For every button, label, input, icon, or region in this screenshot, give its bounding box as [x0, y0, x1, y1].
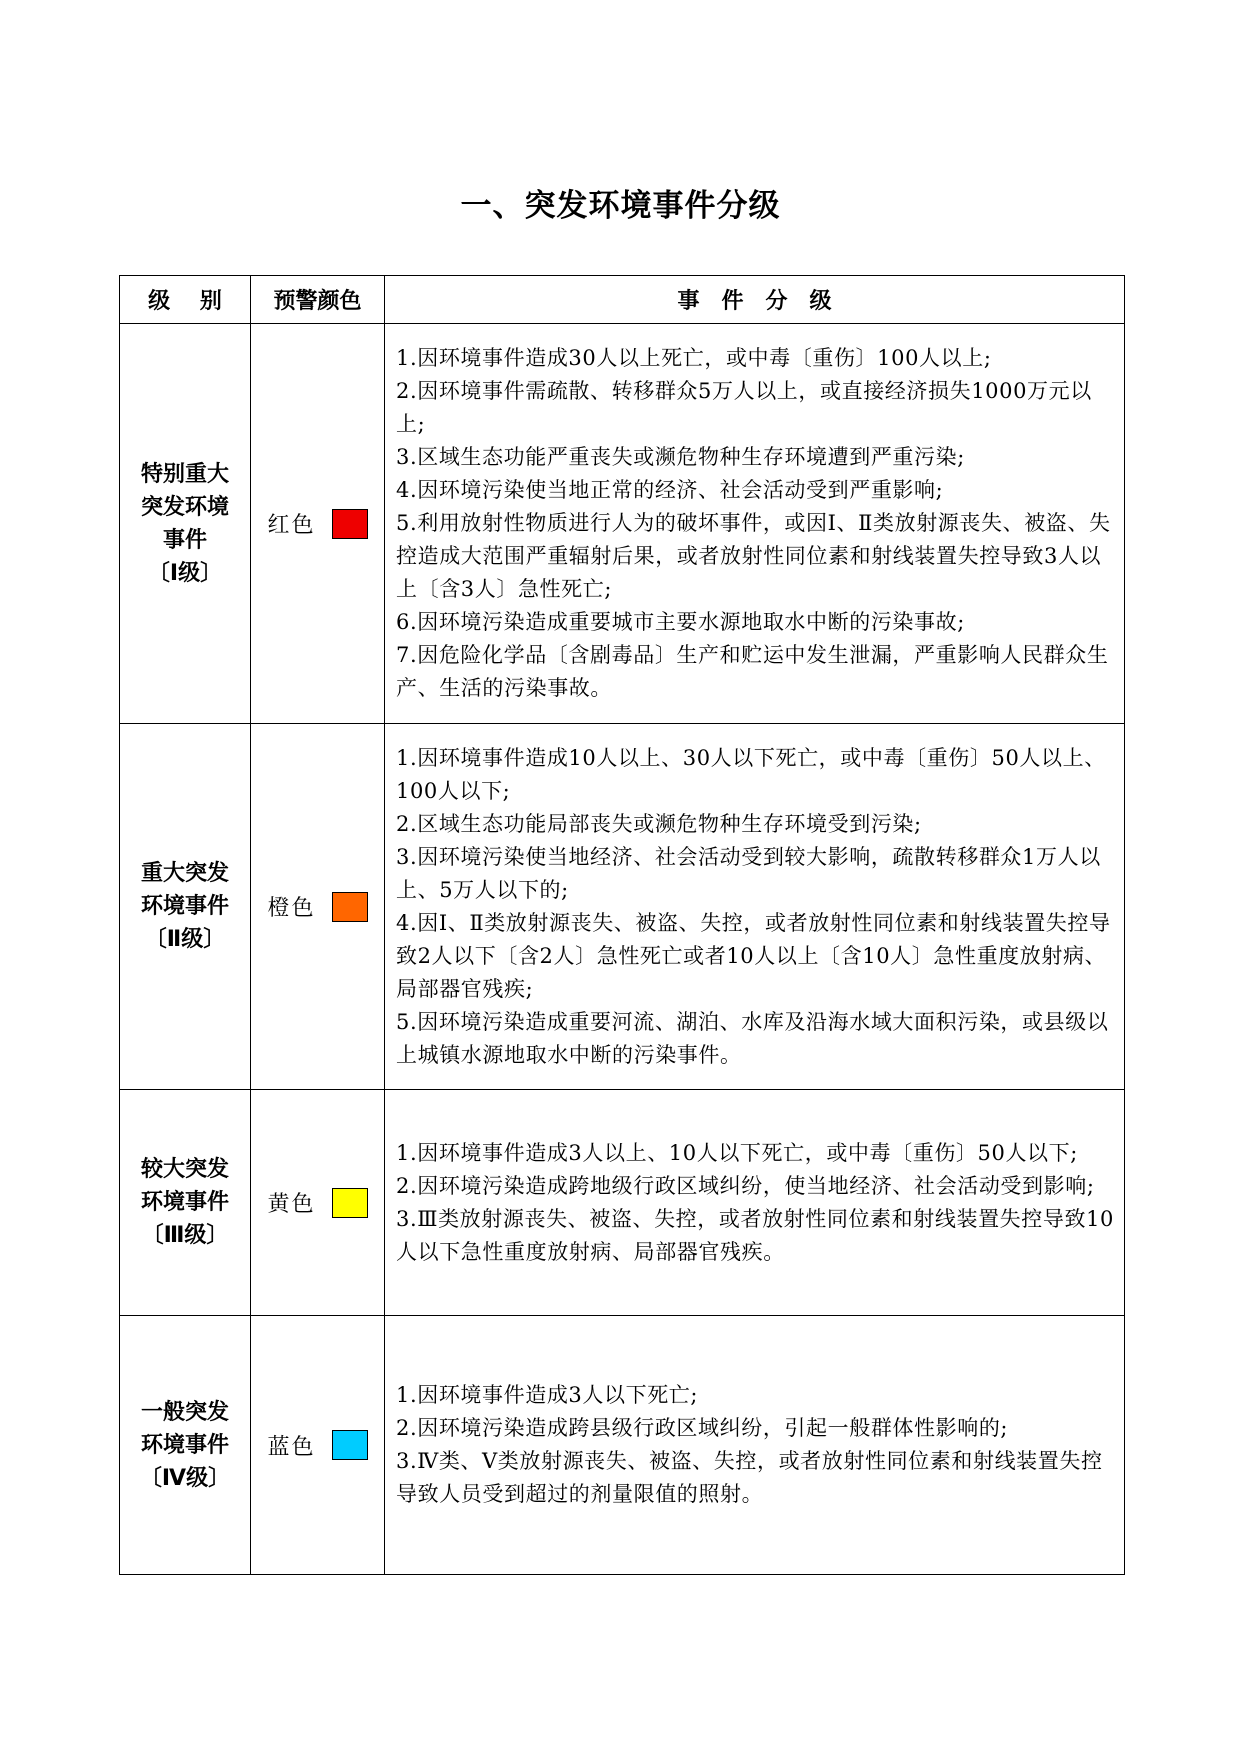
warning-color: [267, 508, 367, 539]
header-event-grading: 事 件 分 级: [385, 276, 1125, 324]
event-criterion: 4.因Ⅰ、Ⅱ类放射源丧失、被盗、失控，或者放射性同位素和射线装置失控导致2人以下〔含2人〕急性死亡或者10人以上〔含10人〕急性重度放射病、局部器官残疾;: [396, 910, 1111, 1001]
warning-color-swatch: [332, 1430, 368, 1460]
level-cell: [120, 1316, 251, 1575]
event-criterion: 6.因环境污染造成重要城市主要水源地取水中断的污染事故;: [396, 610, 965, 634]
event-criteria-cell: [385, 724, 1125, 1090]
warning-color-cell: [251, 324, 385, 724]
event-criterion: 5.因环境污染造成重要河流、湖泊、水库及沿海水域大面积污染，或县级以上城镇水源地取水中断的污染事件。: [396, 1009, 1109, 1067]
table-row: [120, 1316, 1125, 1575]
warning-color-cell: [251, 1090, 385, 1316]
level-label-line: 特别重大: [140, 461, 229, 487]
warning-color-swatch: [332, 509, 368, 539]
event-criterion: 7.因危险化学品〔含剧毒品〕生产和贮运中发生泄漏，严重影响人民群众生产、生活的污染事故。: [396, 643, 1109, 700]
warning-color: [267, 891, 367, 922]
header-level: 级 别: [120, 276, 251, 324]
level-label-line: 〔Ⅰ级〕: [147, 560, 223, 586]
level-cell: [120, 1090, 251, 1316]
event-criterion: 2.因环境污染造成跨地级行政区域纠纷，使当地经济、社会活动受到影响;: [396, 1173, 1095, 1198]
event-criteria-cell: [385, 1316, 1125, 1575]
level-label-line: 〔Ⅳ级〕: [139, 1465, 231, 1491]
level-label-line: 一般突发: [140, 1399, 229, 1425]
table-row: [120, 724, 1125, 1090]
level-label-line: 环境事件: [140, 1190, 229, 1215]
event-criterion: 3.Ⅲ类放射源丧失、被盗、失控，或者放射性同位素和射线装置失控导致10人以下急性重度放射病、局部器官残疾。: [396, 1206, 1115, 1264]
level-cell: [120, 724, 251, 1090]
warning-color-name: 蓝色: [267, 1434, 316, 1460]
event-criteria-cell: [385, 324, 1125, 724]
event-criteria-cell: [385, 1090, 1125, 1316]
warning-color-name: 红色: [267, 513, 316, 538]
level-label-line: 重大突发: [140, 861, 229, 886]
event-criterion: 5.利用放射性物质进行人为的破坏事件，或因Ⅰ、Ⅱ类放射源丧失、被盗、失控造成大范围严重辐射后果，或者放射性同位素和射线装置失控导致3人以上〔含3人〕急性死亡;: [396, 511, 1111, 601]
event-criterion: 2.因环境事件需疏散、转移群众5万人以上，或直接经济损失1000万元以上;: [396, 379, 1092, 436]
warning-color: [267, 1187, 367, 1218]
event-grading-table: [119, 275, 1125, 1575]
event-criterion: 1.因环境事件造成10人以上、30人以下死亡，或中毒〔重伤〕50人以上、100人以下;: [396, 745, 1106, 803]
warning-color-cell: [251, 724, 385, 1090]
event-criterion: 2.区域生态功能局部丧失或濒危物种生存环境受到污染;: [396, 811, 922, 836]
table-row: [120, 324, 1125, 724]
warning-color-name: 橙色: [267, 896, 316, 921]
level-label-line: 事件: [162, 527, 207, 553]
table-header-row: [120, 276, 1125, 324]
page-title: 一、突发环境事件分级: [460, 188, 781, 224]
warning-color-swatch: [332, 892, 368, 922]
warning-color: [267, 1430, 367, 1461]
header-warning-color: 预警颜色: [251, 276, 385, 324]
level-label-line: 环境事件: [140, 894, 229, 919]
event-criterion: 1.因环境事件造成3人以上、10人以下死亡，或中毒〔重伤〕50人以下;: [396, 1140, 1078, 1165]
warning-color-name: 黄色: [267, 1192, 316, 1217]
level-cell: [120, 324, 251, 724]
level-label-line: 环境事件: [140, 1432, 229, 1458]
level-label-line: 〔Ⅱ级〕: [144, 927, 226, 952]
event-criterion: 3.Ⅳ类、Ⅴ类放射源丧失、被盗、失控，或者放射性同位素和射线装置失控导致人员受到超过的剂量限值的照射。: [396, 1449, 1103, 1506]
level-label-line: 较大突发: [140, 1157, 229, 1182]
table-body: [120, 324, 1125, 1575]
event-criterion: 1.因环境事件造成30人以上死亡，或中毒〔重伤〕100人以上;: [396, 346, 992, 370]
level-label-line: 〔Ⅲ级〕: [141, 1223, 229, 1248]
warning-color-cell: [251, 1316, 385, 1575]
warning-color-swatch: [332, 1188, 368, 1218]
event-criterion: 4.因环境污染使当地正常的经济、社会活动受到严重影响;: [396, 478, 944, 502]
table-row: [120, 1090, 1125, 1316]
event-criterion: 2.因环境污染造成跨县级行政区域纠纷，引起一般群体性影响的;: [396, 1416, 1009, 1440]
event-criterion: 3.区域生态功能严重丧失或濒危物种生存环境遭到严重污染;: [396, 445, 965, 469]
level-label-line: 突发环境: [140, 494, 229, 520]
event-criterion: 3.因环境污染使当地经济、社会活动受到较大影响，疏散转移群众1万人以上、5万人以下的;: [396, 844, 1101, 902]
event-criterion: 1.因环境事件造成3人以下死亡;: [396, 1383, 699, 1407]
